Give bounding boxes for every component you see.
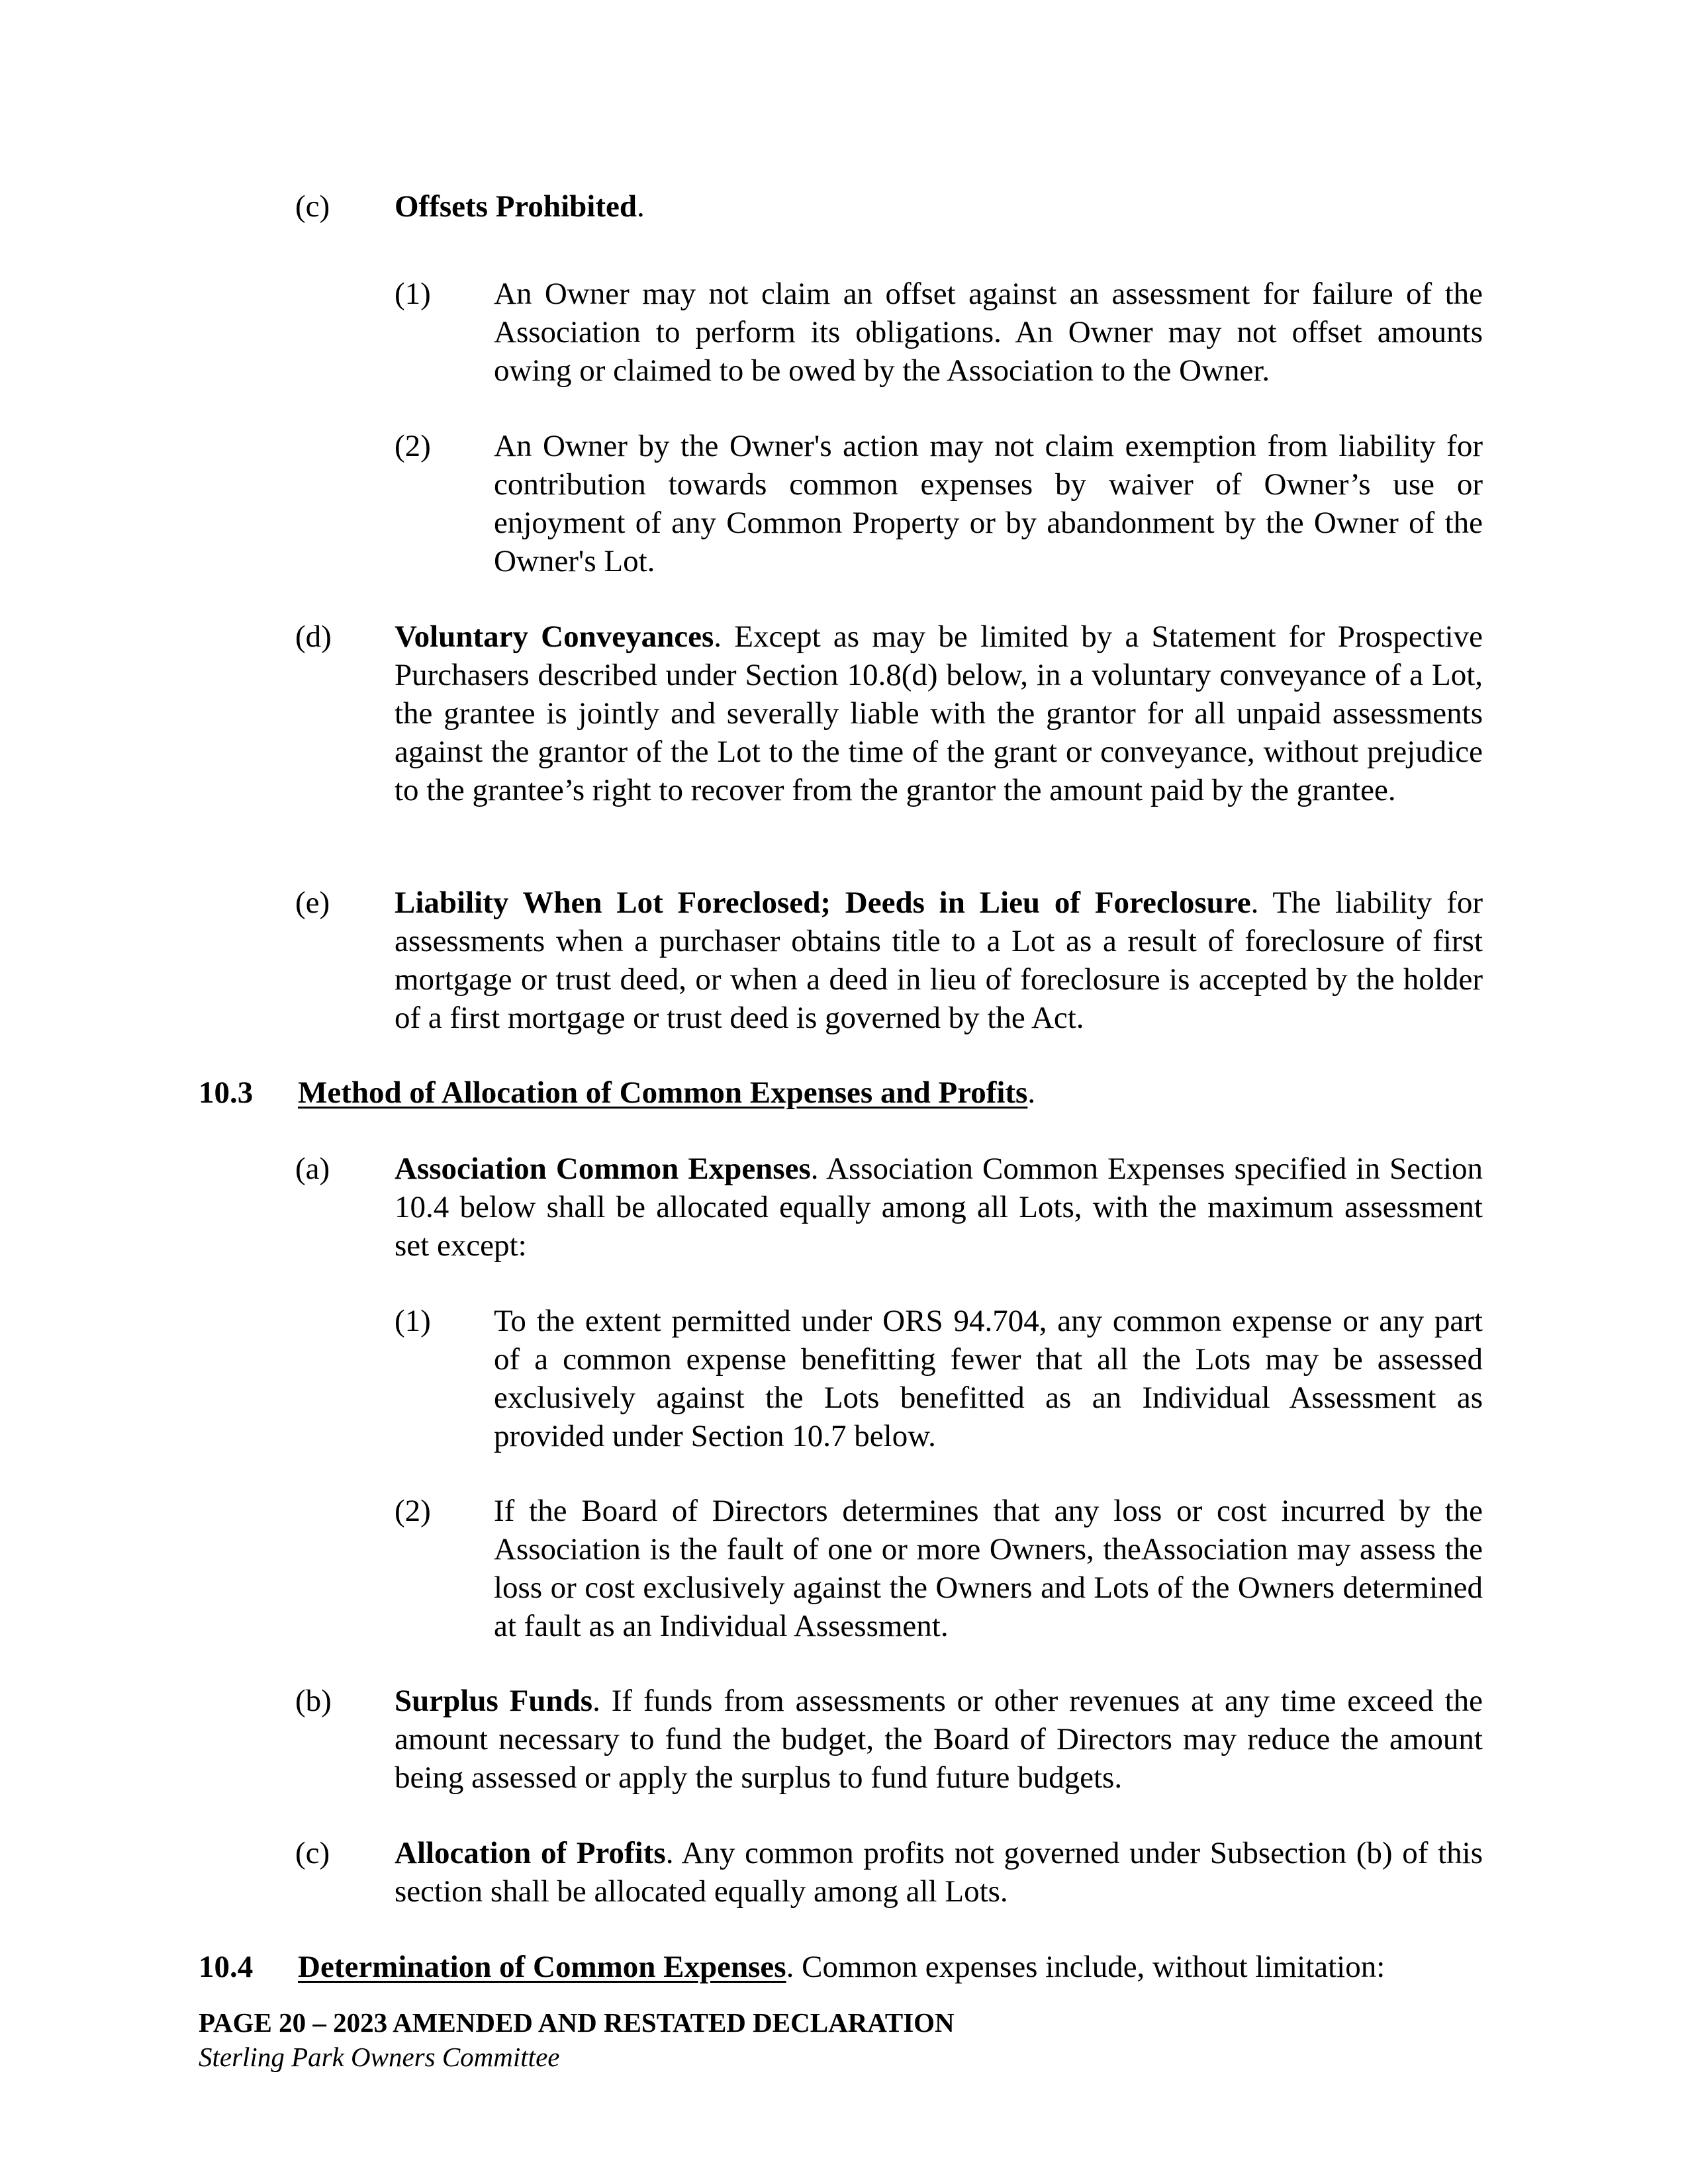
clause-label: (a) xyxy=(295,1152,330,1186)
clause-label: (c) xyxy=(295,1836,330,1870)
clause-heading-offsets xyxy=(395,187,645,226)
item-label: (1) xyxy=(395,1304,431,1338)
clause-label: (d) xyxy=(295,619,332,654)
page-footer xyxy=(199,2005,955,2074)
footer-committee: Sterling Park Owners Committee xyxy=(199,2042,560,2072)
clause-title: Offsets Prohibited xyxy=(395,189,637,224)
footer-page-title: PAGE 20 – 2023 AMENDED AND RESTATED DECLARATION xyxy=(199,2007,955,2038)
section-title: Method of Allocation of Common Expenses and Profits xyxy=(298,1075,1028,1110)
item-text: To the extent permitted under ORS 94.704, any common expense or any part of a common expense benefitting fewer that all the Lots may be assessed exclusively against the Lots benefitted as an Individual Assessment as provided under Section 10.7 below. xyxy=(494,1304,1483,1453)
clause-allocation-of-profits xyxy=(395,1834,1483,1911)
clause-title: Liability When Lot Foreclosed; Deeds in Lieu of Foreclosure xyxy=(395,886,1251,920)
section-number: 10.4 xyxy=(199,1950,254,1984)
clause-association-common-expenses xyxy=(395,1150,1483,1265)
clause-title: Allocation of Profits xyxy=(395,1836,666,1870)
clause-body: . Any common profits not governed under Subsection (b) of this section shall be allocated equally among all Lots. xyxy=(395,1836,1483,1909)
item-label: (2) xyxy=(395,1494,431,1528)
clause-body: . Except as may be limited by a Statement for Prospective Purchasers described under Section 10.8(d) below, in a voluntary conveyance of a Lot, the grantee is jointly and severally liable with the grantor for all unpaid assessments against the grantor of the Lot to the time of the grant or conveyance, without prejudice to the grantee’s right to recover from the grantor the amount paid by the grantee. xyxy=(395,619,1483,807)
clause-body: . If funds from assessments or other revenues at any time exceed the amount necessary to fund the budget, the Board of Directors may reduce the amount being assessed or apply the surplus to fund future budgets. xyxy=(395,1684,1483,1795)
item-text: If the Board of Directors determines that any loss or cost incurred by the Association is the fault of one or more Owners, theAssociation may assess the loss or cost exclusively against the Owners and Lots of the Owners determined at fault as an Individual Assessment. xyxy=(494,1494,1483,1643)
clause-body: . The liability for assessments when a purchaser obtains title to a Lot as a result of foreclosure of first mortgage or trust deed, or when a deed in lieu of foreclosure is accepted by the holder of a first mortgage or trust deed is governed by the Act. xyxy=(395,886,1483,1035)
item-label: (2) xyxy=(395,429,431,463)
clause-body: . Association Common Expenses specified in Section 10.4 below shall be allocated equally among all Lots, with the maximum assessment set except: xyxy=(395,1152,1483,1263)
section-body: . Common expenses include, without limitation: xyxy=(786,1950,1385,1984)
section-title-period: . xyxy=(1027,1075,1036,1110)
clause-label: (e) xyxy=(295,886,330,920)
clause-title: Surplus Funds xyxy=(395,1684,593,1718)
section-title: Determination of Common Expenses xyxy=(298,1950,786,1984)
clause-title-period: . xyxy=(636,189,645,224)
clause-label: (c) xyxy=(295,189,330,224)
clause-title: Association Common Expenses xyxy=(395,1152,811,1186)
section-heading-10-3 xyxy=(298,1073,1035,1112)
clause-label: (b) xyxy=(295,1684,332,1718)
section-heading-10-4 xyxy=(298,1948,1385,1986)
item-text: An Owner by the Owner's action may not claim exemption from liability for contribution towards common expenses by waiver of Owner’s use or enjoyment of any Common Property or by abandonment by the Owner of the Owner's Lot. xyxy=(494,429,1483,578)
item-label: (1) xyxy=(395,277,431,311)
clause-voluntary-conveyances xyxy=(395,617,1483,809)
clause-surplus-funds xyxy=(395,1682,1483,1797)
clause-liability-foreclosed xyxy=(395,884,1483,1037)
clause-title: Voluntary Conveyances xyxy=(395,619,714,654)
item-text: An Owner may not claim an offset against an assessment for failure of the Association to perform its obligations. An Owner may not offset amounts owing or claimed to be owed by the Association to the Owner. xyxy=(494,277,1483,388)
section-number: 10.3 xyxy=(199,1075,254,1110)
